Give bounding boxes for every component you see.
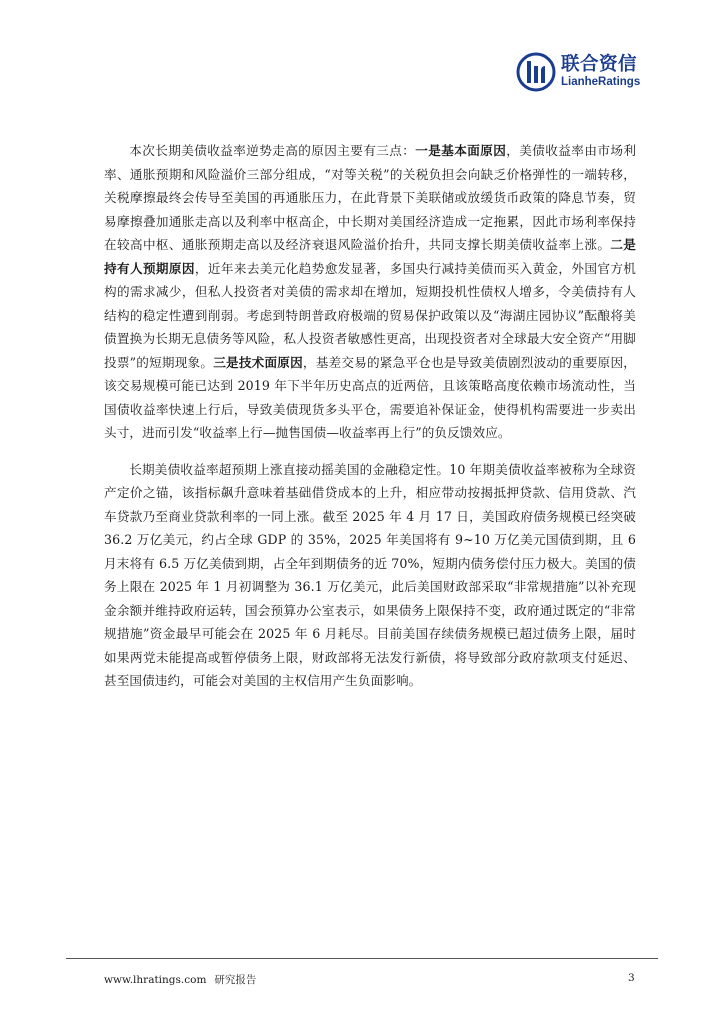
text-segment: 本次长期美债收益率逆势走高的原因主要有三点： xyxy=(129,143,416,158)
footer-left xyxy=(104,972,256,987)
footer-divider xyxy=(66,958,658,959)
text-segment: ，基差交易的紧急平仓也是导致美债剧烈波动的重要原因，该交易规模可能已达到 2019 年下半年历史高点的近两倍，且该策略高度依赖市场流动性，当国债收益率快速上行后，导致美债现货多头平仓，需要追补保证金，使得机构需要进一步卖出头寸，进而引发“收益率上行—抛售国债—收益率再上行”的负反馈效应。 xyxy=(104,354,636,440)
text-segment: ，美债收益率由市场利率、通胀预期和风险溢价三部分组成，“对等关税”的关税负担会向缺乏价格弹性的一端转移，关税摩擦最终会传导至美国的再通胀压力，在此背景下美联储或放缓货币政策的降息节奏，贸易摩擦叠加通胀走高以及利率中枢高企，中长期对美国经济造成一定拖累，因此市场利率保持在较高中枢、通胀预期走高以及经济衰退风险溢价抬升，共同支撑长期美债收益率上涨。 xyxy=(104,143,637,252)
lianhe-ratings-logo-icon xyxy=(516,52,556,92)
logo-english-name: LianheRatings xyxy=(561,76,641,88)
footer-report-type: 研究报告 xyxy=(214,974,257,986)
logo-text xyxy=(561,53,641,89)
footer-website-link[interactable]: www.lhratings.com xyxy=(104,974,207,986)
bold-heading-fundamentals: 一是基本面原因 xyxy=(415,143,507,158)
paragraph-1 xyxy=(104,139,636,445)
bold-heading-technical: 三是技术面原因 xyxy=(213,354,303,370)
header-logo xyxy=(516,52,640,92)
bold-heading-holder-expectations: 二是持有人预期原因 xyxy=(104,237,637,276)
report-body xyxy=(104,139,636,693)
text-segment: 长期美债收益率超预期上涨直接动摇美国的金融稳定性。10 年期美债收益率被称为全球资产定价之锚，该指标飙升意味着基础借贷成本的上升，相应带动按揭抵押贷款、信用贷款、汽车贷款乃至商业贷款利率的一同上涨。截至 2025 年 4 月 17 日，美国政府债务规模已经突破 36.2 万亿美元，约占全球 GDP 的 35%，2025 年美国将有 9~10 万亿美元国债到期，且 6 月末将有 6.5 万亿美债到期，占全年到期债务的近 70%，短期内债务偿付压力极大。美国的债务上限在 2025 年 1 月初调整为 36.1 万亿美元，此后美国财政部采取“非常规措施”以补充现金余额并维持政府运转，国会预算办公室表示，如果债务上限保持不变，政府通过既定的“非常规措施”资金最早可能会在 2025 年 6 月耗尽。目前美国存续债务规模已超过债务上限，届时如果两党未能提高或暂停债务上限，财政部将无法发行新债，将导致部分政府款项支付延迟、甚至国债违约，可能会对美国的主权信用产生负面影响。 xyxy=(104,461,636,688)
text-segment: ，近年来去美元化趋势愈发显著，多国央行减持美债而买入黄金，外国官方机构的需求减少，但私人投资者对美债的需求却在增加，短期投机性债权人增多，令美债持有人结构的稳定性遭到削弱。考虑到特朗普政府极端的贸易保护政策以及“海湖庄园协议”酝酿将美债置换为长期无息债务等风险，私人投资者敏感性更高，出现投资者对全球最大安全资产“用脚投票”的短期现象。 xyxy=(104,260,637,370)
page-number: 3 xyxy=(628,972,635,984)
logo-chinese-name: 联合资信 xyxy=(561,53,638,75)
paragraph-2 xyxy=(104,458,636,693)
